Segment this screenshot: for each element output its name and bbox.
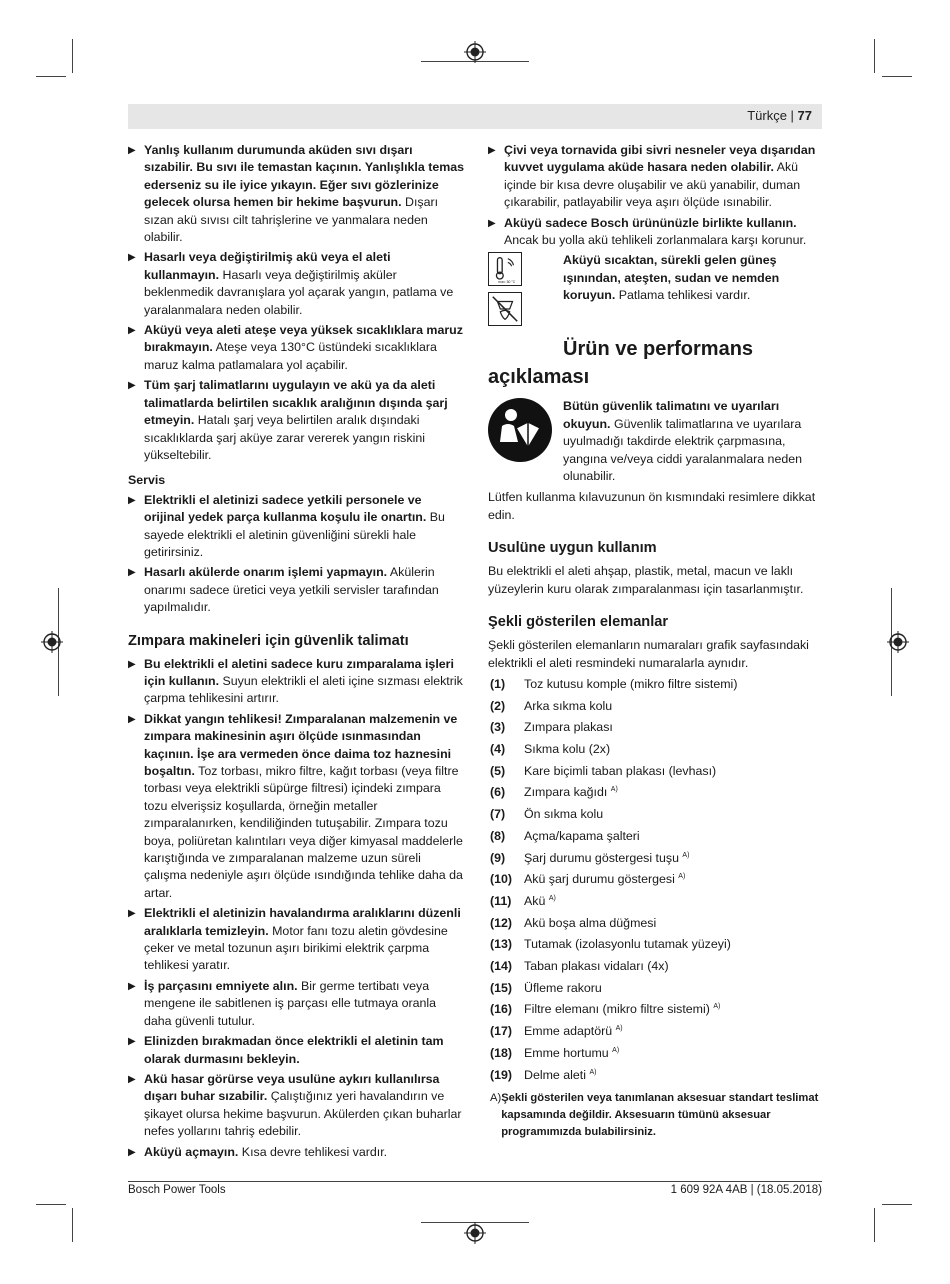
registration-mark-icon [464,1222,486,1244]
component-item [488,1045,822,1062]
crop-mark [874,1208,875,1242]
bullet-arrow-icon: ▶ [128,1073,136,1085]
right-column [488,142,822,1141]
component-item [488,980,822,997]
safety-note-text: Bütün güvenlik talimatını ve uyarıları okuyun. Güvenlik talimatlarına ve uyarılara uyulmadığı takdirde elektrik çarpmasına, yangına ve/veya ciddi yaralanmalara neden olunabilir. [563,399,803,484]
component-label: Üfleme rakoru [524,980,602,995]
page-header [128,104,822,129]
registration-mark-icon [887,631,909,653]
component-label: Şarj durumu göstergesi tuşu $^{A)}$ [524,850,690,865]
component-label: Sıkma kolu (2x) [524,742,611,757]
component-label: Açma/kapama şalteri [524,828,640,843]
footnote-text: Şekli gösterilen veya tanımlanan aksesuar standart teslimat kapsamında değildir. Aksesuarın tümünü aksesuar programımızda bulabilirsiniz. [501,1091,819,1138]
page-number: 77 [797,108,812,123]
component-number: (3) [490,720,506,735]
component-item [488,850,822,867]
component-number: (17) [490,1024,513,1039]
component-number: (12) [490,915,513,930]
component-number: (9) [490,850,506,865]
footnote-ref: A) [682,851,690,859]
bullet-arrow-icon: ▶ [128,908,136,920]
read-manual-icon [488,398,552,462]
component-label: Arka sıkma kolu [524,698,613,713]
components-intro: Şekli gösterilen elemanların numaraları grafik sayfasındaki elektrikli el aleti resmindeki numaralarla aynıdır. [488,638,809,670]
component-label: Zımpara kağıdı $^{A)}$ [524,785,618,800]
component-label: Filtre elemanı (mikro filtre sistemi) $^{A)}$ [524,1002,721,1017]
footnote-ref: A) [678,873,686,881]
component-number: (7) [490,807,506,822]
component-label: Zımpara plakası [524,720,613,735]
section-title-line2: açıklaması [488,366,590,389]
footnote-ref: A) [615,1025,623,1033]
bullet-item: ▶ Dikkat yangın tehlikesi! Zımparalanan malzemenin ve zımpara makinesinin aşırı ölçüde ısınmasından kaçınıın. İşe ara vermeden önce daima toz haznesini boşaltın. Toz torbası, mikro filtre, kağıt torbası (veya filtre torbası veya elektrikli süpürge filtresi) içindeki zımpara tozu elverişsiz koşullarda, örneğin metaller zımparalanırken, kendiliğinden tutuşabilir. Zımpara tozu boya, poliüretan kalıntıları veya diğer kimyasal maddelerle karıştığında ve zımparalanan malzeme uzun süreli çalışma nedeniyle aşırı ölçüde ısındığında tehlike daha da artar. [128,711,463,900]
component-number: (6) [490,785,506,800]
component-item [488,719,822,736]
bullet-item: ▶ Hasarlı veya değiştirilmiş akü veya el aleti kullanmayın. Hasarlı veya değiştirilmiş aküler beklenmedik davranışlara yol açarak yangın, patlama ve yaralanmalara neden olabilir. [128,250,454,317]
crop-mark [36,1204,66,1205]
component-item [488,676,822,693]
component-item [488,698,822,715]
components-heading: Şekli gösterilen elemanlar [488,614,669,631]
footnote-ref: A) [610,786,618,794]
bullet-arrow-icon: ▶ [128,980,136,992]
bullet-item: ▶ Hasarlı akülerde onarım işlemi yapmayın. Akülerin onarımı sadece üretici veya yetkili servisler tarafından yapılmalıdır. [128,565,439,615]
component-number: (1) [490,676,506,691]
footnote-ref: A) [713,1003,721,1011]
component-number: (2) [490,698,506,713]
bullet-item: ▶ Çivi veya tornavida gibi sivri nesneler veya dışarıdan kuvvet uygulama aküde hasara neden olabilir. Akü içinde bir kısa devre oluşabilir ve akü yanabilir, duman çıkarabilir, patlayabilir veya aşırı ölçüde ısınabilir. [488,143,816,210]
bullet-item: ▶ Tüm şarj talimatlarını uygulayın ve akü ya da aleti talimatlarda belirtilen sıcaklık aralığının dışında şarj etmeyin. Hatalı şarj veya belirtilen aralık dışındaki sıcaklıklarda şarj aküye zarar vererek yangın riskini yükseltebilir. [128,378,448,462]
bullet-arrow-icon: ▶ [128,658,136,670]
intended-use-text: Bu elektrikli el aleti ahşap, plastik, metal, macun ve laklı yüzeylerin kuru olarak zımparalanması için tasarlanmıştır. [488,564,804,596]
crop-mark [882,1204,912,1205]
component-number: (5) [490,763,506,778]
component-item [488,1001,822,1018]
bullet-arrow-icon: ▶ [128,713,136,725]
crop-mark [36,76,66,77]
component-number: (4) [490,742,506,757]
components-list [488,676,822,1084]
component-number: (10) [490,872,513,887]
component-label: Emme hortumu $^{A)}$ [524,1045,620,1060]
footer-brand: Bosch Power Tools [128,1184,226,1196]
header-language: Türkçe [747,108,787,123]
component-label: Taban plakası vidaları (4x) [524,959,669,974]
component-label: Toz kutusu komple (mikro filtre sistemi) [524,676,738,691]
component-number: (14) [490,959,513,974]
registration-mark-icon [464,41,486,63]
component-number: (15) [490,980,513,995]
footnote-ref: A) [548,894,556,902]
component-label: Kare biçimli taban plakası (levhası) [524,763,717,778]
footnote-ref: A) [589,1068,597,1076]
no-water-icon [488,292,522,326]
bullet-arrow-icon: ▶ [128,252,136,264]
bullet-arrow-icon: ▶ [488,217,496,229]
bullet-item: ▶ Aküyü açmayın. Kısa devre tehlikesi vardır. [128,1144,464,1161]
crop-mark [72,39,73,73]
footnote-ref: A) [612,1046,620,1054]
component-number: (18) [490,1045,513,1060]
component-number: (16) [490,1002,513,1017]
servis-heading: Servis [128,473,166,488]
component-item [488,741,822,758]
pictures-note: Lütfen kullanma kılavuzunun ön kısmındaki resimlere dikkat edin. [488,490,816,522]
bullet-item: ▶ Elinizden bırakmadan önce elektrikli el aletinin tam olarak durmasını bekleyin. [128,1034,444,1066]
bullet-item: ▶ Aküyü sadece Bosch ürününüzle birlikte kullanın. Ancak bu yolla akü tehlikeli zorlanmalara karşı korunur. [488,215,807,248]
component-item [488,1023,822,1040]
bullet-item: ▶ Akü hasar görürse veya usulüne aykırı kullanılırsa dışarı buhar sızabilir. Çalıştığınız yeri havalandırın ve şikayet olursa hekime başvurun. Akülerden çıkan buharlar nefes yollarını tahriş edebilir. [128,1071,462,1139]
section-title [488,336,822,392]
left-column [128,142,464,1164]
component-label: Tutamak (izolasyonlu tutamak yüzeyi) [524,937,731,952]
component-item [488,893,822,910]
component-item [488,784,822,801]
bullet-item: ▶ İş parçasını emniyete alın. Bir germe tertibatı veya mengene ile sabitlenen iş parçası elle tutmaya oranla daha güvenli tutulur. [128,978,437,1028]
bullet-item: ▶ Aküyü veya aleti ateşe veya yüksek sıcaklıklara maruz bırakmayın. Ateşe veya 130°C üstündeki sıcaklıklara maruz kalma patlamalara yol açabilir. [128,323,463,372]
thermometer-sun-icon [488,252,522,286]
component-number: (8) [490,828,506,843]
bullet-item: ▶ Yanlış kullanım durumunda aküden sıvı dışarı sızabilir. Bu sıvı ile temastan kaçının. Yanlışlıkla temas ederseniz su ile iyice yıkayın. Eğer sıvı gözlerinize gelecek olursa hemen bir hekime başvurun. Dışarı sızan akü sıvısı cilt tahrişlerine ve yanmalara neden olabilir. [128,143,465,245]
component-label: Delme aleti $^{A)}$ [524,1067,597,1082]
footer-doc-id: 1 609 92A 4AB | (18.05.2018) [670,1184,822,1196]
component-number: (19) [490,1067,513,1082]
bullet-arrow-icon: ▶ [128,567,136,579]
crop-mark [874,39,875,73]
crop-mark [882,76,912,77]
component-item [488,1067,822,1084]
component-item [488,828,822,845]
component-label: Akü $^{A)}$ [524,893,556,908]
component-label: Emme adaptörü $^{A)}$ [524,1024,623,1039]
max-temp-label: max. 50 °C [498,280,516,285]
component-item [488,958,822,975]
section-title-line1: Ürün ve performans [563,338,754,361]
component-number: (13) [490,937,513,952]
bullet-arrow-icon: ▶ [128,145,136,156]
bullet-arrow-icon: ▶ [128,325,136,337]
bullet-arrow-icon: ▶ [128,1146,136,1158]
bullet-arrow-icon: ▶ [128,380,136,392]
component-item [488,871,822,888]
bullet-arrow-icon: ▶ [128,1036,136,1048]
component-item [488,936,822,953]
component-item [488,806,822,823]
component-number: (11) [490,893,512,908]
component-label: Akü boşa alma düğmesi [524,915,657,930]
footnote-marker: A) [490,1091,502,1104]
crop-mark [72,1208,73,1242]
footer-rule [128,1181,822,1182]
component-item [488,763,822,780]
bullet-item: ▶ Bu elektrikli el aletini sadece kuru zımparalama işleri için kullanın. Suyun elektrikli el aleti içine sızması elektrik çarpma tehlikesini artırır. [128,656,463,706]
heat-warning [488,252,822,332]
component-label: Akü şarj durumu göstergesi $^{A)}$ [524,872,686,887]
component-item [488,915,822,932]
intended-use-heading: Usulüne uygun kullanım [488,540,657,557]
safety-note [488,398,822,485]
heat-warning-text: Aküyü sıcaktan, sürekli gelen güneş ışınından, ateşten, sudan ve nemden koruyun. Patlama tehlikesi vardır. [563,253,780,303]
bullet-arrow-icon: ▶ [128,494,136,506]
header-text: Türkçe | 77 [747,108,812,123]
bullet-item: ▶ Elektrikli el aletinizin havalandırma aralıklarını düzenli aralıklarla temizleyin. Motor fanı tozu aletin gövdesine çeker ve metal tozunun aşırı birikimi elektrik çarpma tehlikesi yaratır. [128,906,461,973]
registration-mark-icon [41,631,63,653]
bullet-arrow-icon: ▶ [488,145,496,156]
bullet-item: ▶ Elektrikli el aletinizi sadece yetkili personele ve orijinal yedek parça kullanma koşulu ile onartın. Bu sayede elektrikli el aletinin güvenliğini sürekli hale getirirsiniz. [128,492,445,559]
sanding-safety-heading: Zımpara makineleri için güvenlik talimatı [128,632,409,649]
footnote [488,1090,822,1141]
component-label: Ön sıkma kolu [524,807,604,822]
